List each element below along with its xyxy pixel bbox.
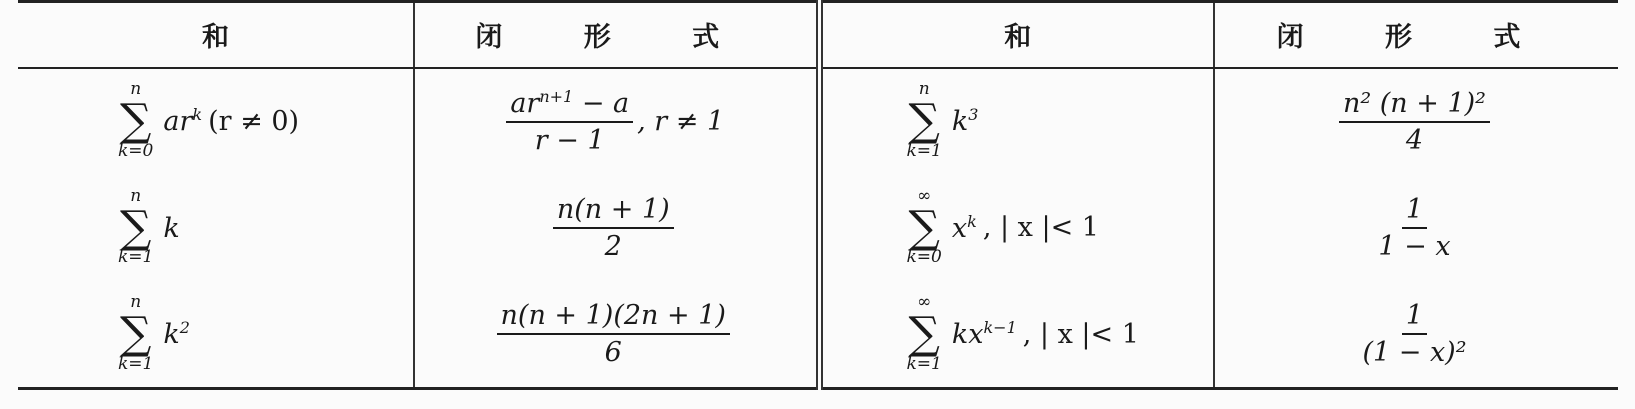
header-row bbox=[18, 2, 1618, 68]
summation-operator bbox=[118, 291, 154, 375]
closed-form-fraction bbox=[553, 194, 674, 262]
fraction-denominator: 4 bbox=[1405, 124, 1424, 156]
fraction-denominator: 6 bbox=[604, 337, 622, 369]
sum-cell-left bbox=[18, 175, 414, 282]
closed-form-fraction bbox=[1339, 88, 1490, 156]
fraction-denominator: (1 − x)² bbox=[1362, 337, 1467, 369]
table-row bbox=[18, 175, 1618, 282]
closed-form-fraction bbox=[1378, 194, 1450, 262]
table-row bbox=[18, 282, 1618, 389]
sigma-symbol: ∑ bbox=[119, 307, 152, 359]
sigma-symbol: ∑ bbox=[908, 95, 940, 147]
summation-lower-limit: k=0 bbox=[118, 140, 154, 161]
fraction-numerator: n(n + 1) bbox=[553, 194, 674, 229]
summation-operator bbox=[118, 185, 154, 269]
header-closed-form-right: 闭 形 式 bbox=[1214, 2, 1618, 68]
summand: $ar^k$ bbox=[163, 105, 203, 138]
closed-form-cell-left bbox=[414, 282, 819, 389]
summation-lower-limit: k=1 bbox=[118, 247, 154, 268]
summand: $x^k$ bbox=[951, 211, 977, 244]
summation-lower-limit: k=1 bbox=[906, 140, 942, 161]
closed-form-cell-left bbox=[414, 175, 819, 282]
summand-exponent: k bbox=[967, 211, 977, 231]
summation-operator bbox=[906, 291, 942, 375]
sum-cell-right bbox=[819, 68, 1214, 175]
summation-upper-limit: ∞ bbox=[917, 291, 932, 312]
table-row bbox=[18, 68, 1618, 175]
closed-form-cell-right bbox=[1214, 282, 1618, 389]
sum-cell-left bbox=[18, 282, 414, 389]
closed-form-cell-left bbox=[414, 68, 819, 175]
header-sum-left: 和 bbox=[18, 2, 414, 68]
summation-operator bbox=[907, 81, 942, 162]
summation-operator bbox=[906, 185, 942, 269]
summation-formulas-table bbox=[18, 0, 1618, 390]
summation-table-container bbox=[18, 0, 1618, 400]
fraction-numerator: 1 bbox=[1402, 194, 1427, 229]
fraction-denominator: r − 1 bbox=[534, 125, 605, 156]
summand-exponent: k bbox=[192, 105, 203, 125]
closed-form-fraction bbox=[1362, 300, 1466, 368]
sigma-symbol: ∑ bbox=[119, 201, 152, 253]
summand: $kx^{k-1}$ bbox=[951, 318, 1017, 351]
summation-condition: , | x |< 1 bbox=[1022, 318, 1139, 350]
summand: k bbox=[163, 212, 180, 244]
header-closed-form-left: 闭 形 式 bbox=[414, 2, 819, 68]
summation-operator bbox=[118, 81, 153, 162]
summation-upper-limit: n bbox=[130, 79, 142, 100]
fraction-numerator: n(n + 1)(2n + 1) bbox=[497, 300, 730, 335]
closed-form-cell-right bbox=[1214, 68, 1618, 175]
header-sum-right: 和 bbox=[819, 2, 1214, 68]
closed-form-condition: , r ≠ 1 bbox=[637, 106, 725, 137]
summation-upper-limit: ∞ bbox=[917, 185, 932, 206]
sigma-symbol: ∑ bbox=[119, 95, 152, 147]
summation-lower-limit: k=1 bbox=[118, 353, 154, 374]
fraction-denominator: 2 bbox=[604, 231, 622, 262]
summation-condition: (r ≠ 0) bbox=[208, 105, 300, 137]
closed-form-cell-right bbox=[1214, 175, 1618, 282]
sum-cell-left bbox=[18, 68, 414, 175]
sum-cell-right bbox=[819, 282, 1214, 389]
summand: $k^2$ bbox=[163, 318, 190, 351]
sum-cell-right bbox=[819, 175, 1214, 282]
summand-exponent: k−1 bbox=[983, 318, 1017, 338]
sigma-symbol: ∑ bbox=[908, 201, 940, 253]
summation-lower-limit: k=0 bbox=[906, 247, 942, 268]
fraction-numerator: n² (n + 1)² bbox=[1339, 88, 1490, 123]
summation-upper-limit: n bbox=[130, 291, 142, 312]
fraction-numerator: $ar^{n+1} - a$ bbox=[506, 87, 633, 123]
sigma-symbol: ∑ bbox=[908, 307, 940, 359]
summation-lower-limit: k=1 bbox=[906, 353, 942, 374]
summation-condition: , | x |< 1 bbox=[982, 212, 1099, 244]
closed-form-fraction bbox=[506, 87, 633, 156]
summand-exponent: 3 bbox=[968, 105, 979, 125]
fraction-denominator: 1 − x bbox=[1378, 231, 1451, 262]
closed-form-fraction bbox=[497, 300, 730, 368]
summation-upper-limit: n bbox=[918, 79, 930, 100]
fraction-numerator: 1 bbox=[1402, 300, 1427, 335]
summand-exponent: 2 bbox=[179, 318, 190, 338]
numerator-exponent: n+1 bbox=[539, 87, 574, 106]
summand: $k^3$ bbox=[951, 105, 979, 138]
summation-upper-limit: n bbox=[130, 185, 142, 206]
